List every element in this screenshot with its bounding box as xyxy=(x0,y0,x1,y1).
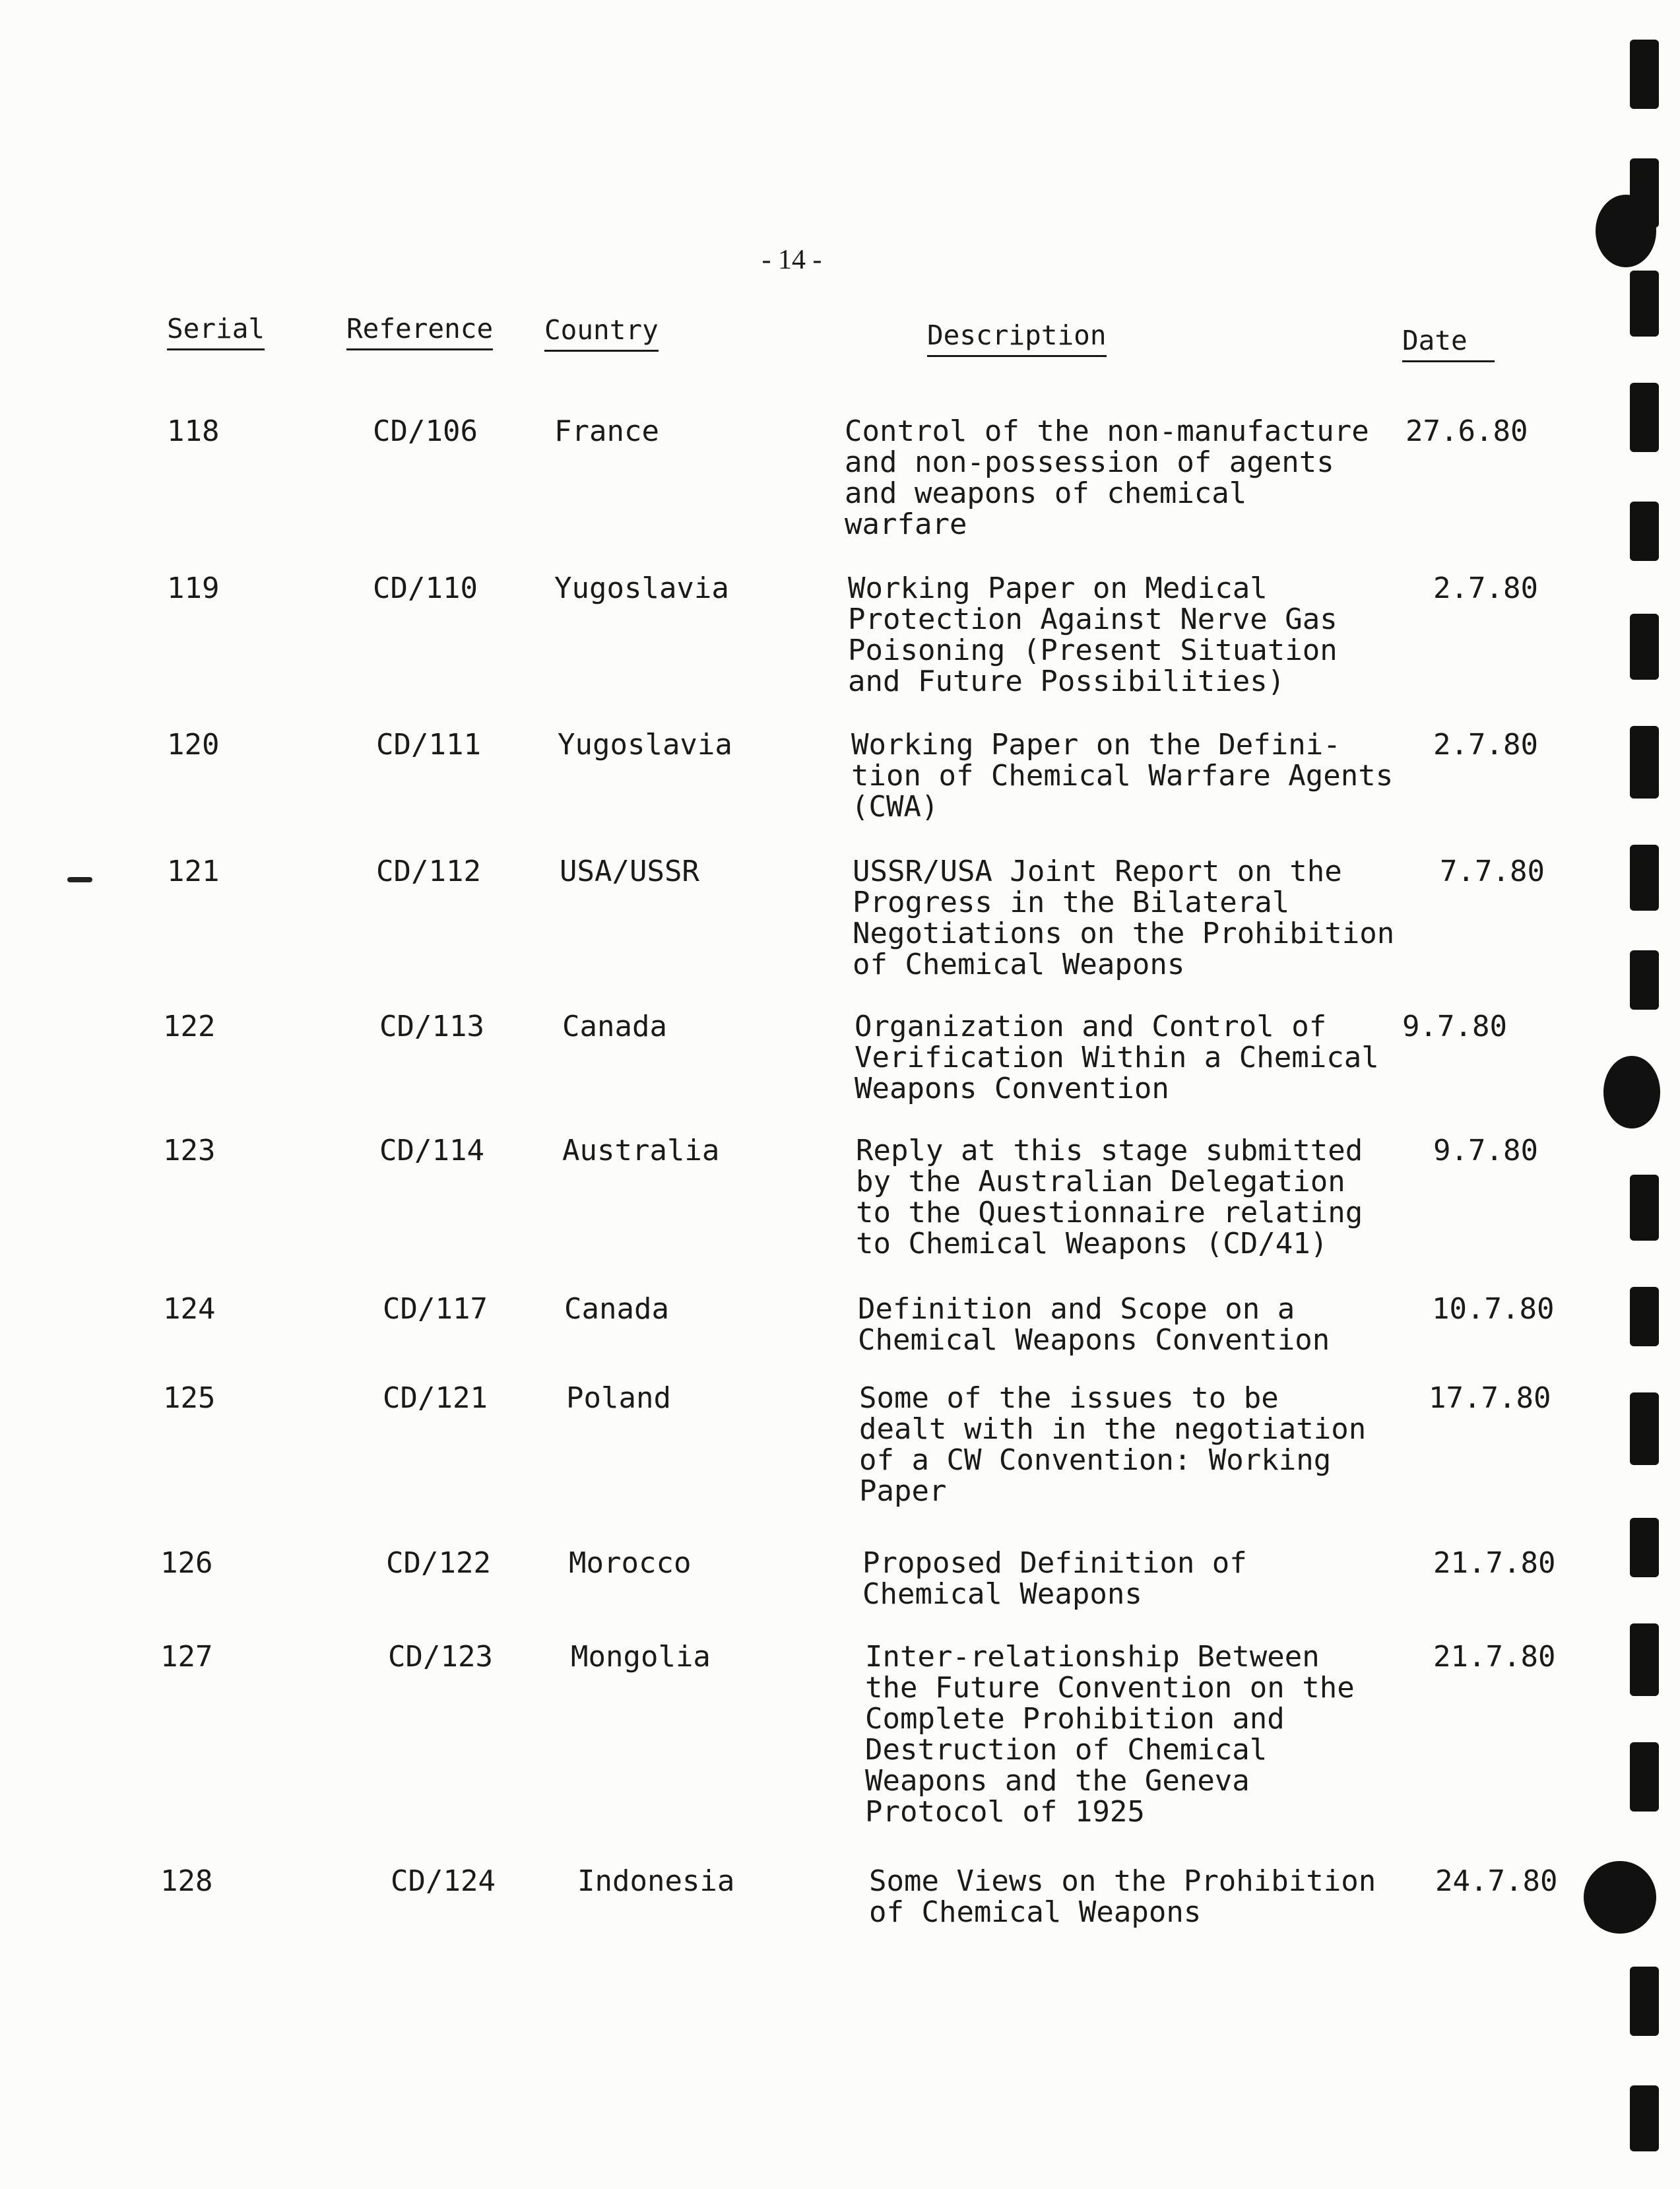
description-line: of a CW Convention: Working xyxy=(859,1443,1332,1477)
description-line: USSR/USA Joint Report on the xyxy=(853,855,1342,888)
description-cell xyxy=(848,573,1442,697)
binding-hole xyxy=(1630,1175,1659,1241)
binding-hole xyxy=(1630,726,1659,799)
reference-cell: CD/123 xyxy=(388,1640,493,1674)
description-line: Working Paper on Medical xyxy=(848,572,1268,605)
description-line: Chemical Weapons xyxy=(862,1577,1142,1611)
description-line: Paper xyxy=(859,1474,947,1508)
description-line: and non-possession of agents xyxy=(845,445,1334,479)
serial-cell: 120 xyxy=(167,728,220,762)
description-line: Working Paper on the Defini- xyxy=(851,728,1341,762)
description-line: Organization and Control of xyxy=(855,1010,1327,1043)
country-cell: Mongolia xyxy=(571,1640,711,1674)
binding-hole xyxy=(1630,2085,1659,2151)
date-cell: 21.7.80 xyxy=(1433,1640,1556,1674)
date-cell: 17.7.80 xyxy=(1429,1381,1551,1415)
description-line: Protocol of 1925 xyxy=(865,1795,1145,1829)
country-cell: Yugoslavia xyxy=(554,572,729,605)
country-cell: Canada xyxy=(564,1292,669,1326)
serial-cell: 119 xyxy=(167,572,220,605)
serial-cell: 118 xyxy=(167,414,220,448)
description-line: Reply at this stage submitted xyxy=(856,1134,1363,1167)
binding-hole xyxy=(1630,950,1659,1010)
serial-cell: 126 xyxy=(160,1546,213,1580)
description-cell xyxy=(862,1548,1456,1610)
reference-cell: CD/117 xyxy=(383,1292,488,1326)
reference-cell: CD/106 xyxy=(373,414,478,448)
description-cell xyxy=(845,416,1438,540)
serial-cell: 125 xyxy=(163,1381,216,1415)
date-cell: 24.7.80 xyxy=(1435,1864,1558,1898)
page-number: - 14 - xyxy=(761,245,822,275)
date-cell: 9.7.80 xyxy=(1402,1010,1507,1043)
description-line: Verification Within a Chemical xyxy=(855,1041,1379,1074)
description-cell xyxy=(865,1641,1459,1827)
header-date: Date xyxy=(1402,327,1495,362)
reference-cell: CD/111 xyxy=(376,728,481,762)
binding-hole xyxy=(1630,383,1659,452)
description-cell xyxy=(856,1135,1450,1259)
serial-cell: 128 xyxy=(160,1864,213,1898)
binding-hole xyxy=(1630,502,1659,561)
date-cell: 2.7.80 xyxy=(1433,728,1538,762)
serial-cell: 124 xyxy=(163,1292,216,1326)
description-line: by the Australian Delegation xyxy=(856,1165,1345,1198)
serial-cell: 122 xyxy=(163,1010,216,1043)
description-line: of Chemical Weapons xyxy=(853,948,1185,981)
description-cell xyxy=(851,729,1445,822)
description-cell xyxy=(858,1293,1452,1356)
header-description: Description xyxy=(927,322,1107,357)
date-cell: 27.6.80 xyxy=(1405,414,1528,448)
date-cell: 10.7.80 xyxy=(1432,1292,1555,1326)
binding-hole xyxy=(1630,1392,1659,1465)
header-reference: Reference xyxy=(346,315,493,350)
description-line: Chemical Weapons Convention xyxy=(858,1323,1330,1357)
reference-cell: CD/122 xyxy=(386,1546,491,1580)
binding-hole xyxy=(1630,158,1659,228)
binding-hole xyxy=(1630,845,1659,911)
description-line: Negotiations on the Prohibition xyxy=(853,917,1395,950)
description-cell xyxy=(853,856,1446,980)
reference-cell: CD/110 xyxy=(373,572,478,605)
description-line: Complete Prohibition and xyxy=(865,1702,1285,1736)
header-country: Country xyxy=(544,317,659,352)
description-line: to the Questionnaire relating xyxy=(856,1196,1363,1229)
description-line: dealt with in the negotiation xyxy=(859,1412,1367,1446)
binding-hole xyxy=(1630,1623,1659,1696)
reference-cell: CD/113 xyxy=(379,1010,484,1043)
description-line: Destruction of Chemical xyxy=(865,1733,1268,1767)
binding-hole xyxy=(1630,1287,1659,1346)
binding-hole xyxy=(1630,1742,1659,1812)
description-line: of Chemical Weapons xyxy=(869,1895,1202,1929)
description-line: (CWA) xyxy=(851,790,939,824)
date-cell: 9.7.80 xyxy=(1433,1134,1538,1167)
binding-ring xyxy=(1603,1056,1660,1128)
description-line: Some of the issues to be xyxy=(859,1381,1279,1415)
serial-cell: 123 xyxy=(163,1134,216,1167)
binding-hole xyxy=(1630,614,1659,680)
header-serial: Serial xyxy=(167,315,265,350)
description-line: Protection Against Nerve Gas xyxy=(848,603,1338,636)
serial-cell: 127 xyxy=(160,1640,213,1674)
date-cell: 7.7.80 xyxy=(1440,855,1545,888)
description-cell xyxy=(859,1383,1453,1507)
binding-hole xyxy=(1630,271,1659,337)
binding-ring xyxy=(1584,1861,1656,1934)
binding-hole xyxy=(1630,40,1659,109)
country-cell: Yugoslavia xyxy=(558,728,732,762)
description-line: Inter-relationship Between xyxy=(865,1640,1320,1674)
country-cell: Indonesia xyxy=(577,1864,735,1898)
country-cell: Morocco xyxy=(569,1546,692,1580)
reference-cell: CD/114 xyxy=(379,1134,484,1167)
reference-cell: CD/121 xyxy=(383,1381,488,1415)
description-line: Poisoning (Present Situation xyxy=(848,634,1338,667)
description-line: Some Views on the Prohibition xyxy=(869,1864,1376,1898)
description-line: the Future Convention on the xyxy=(865,1671,1355,1705)
description-line: and Future Possibilities) xyxy=(848,665,1285,698)
description-line: Proposed Definition of xyxy=(862,1546,1247,1580)
binding-hole xyxy=(1630,1518,1659,1577)
description-line: Definition and Scope on a xyxy=(858,1292,1295,1326)
date-cell: 21.7.80 xyxy=(1433,1546,1556,1580)
description-line: warfare xyxy=(845,507,967,541)
description-line: Weapons and the Geneva xyxy=(865,1764,1250,1798)
description-cell xyxy=(855,1011,1448,1104)
description-line: Weapons Convention xyxy=(855,1072,1169,1105)
country-cell: Australia xyxy=(562,1134,720,1167)
date-cell: 2.7.80 xyxy=(1433,572,1538,605)
margin-mark xyxy=(67,877,92,882)
description-cell xyxy=(869,1866,1463,1928)
serial-cell: 121 xyxy=(167,855,220,888)
description-line: to Chemical Weapons (CD/41) xyxy=(856,1227,1328,1260)
reference-cell: CD/112 xyxy=(376,855,481,888)
reference-cell: CD/124 xyxy=(391,1864,496,1898)
description-line: and weapons of chemical xyxy=(845,476,1247,510)
country-cell: Canada xyxy=(562,1010,667,1043)
description-line: tion of Chemical Warfare Agents xyxy=(851,759,1394,793)
country-cell: USA/USSR xyxy=(560,855,699,888)
country-cell: France xyxy=(554,414,659,448)
description-line: Progress in the Bilateral xyxy=(853,886,1290,919)
binding-hole xyxy=(1630,1967,1659,2036)
country-cell: Poland xyxy=(566,1381,671,1415)
description-line: Control of the non-manufacture xyxy=(845,414,1369,448)
